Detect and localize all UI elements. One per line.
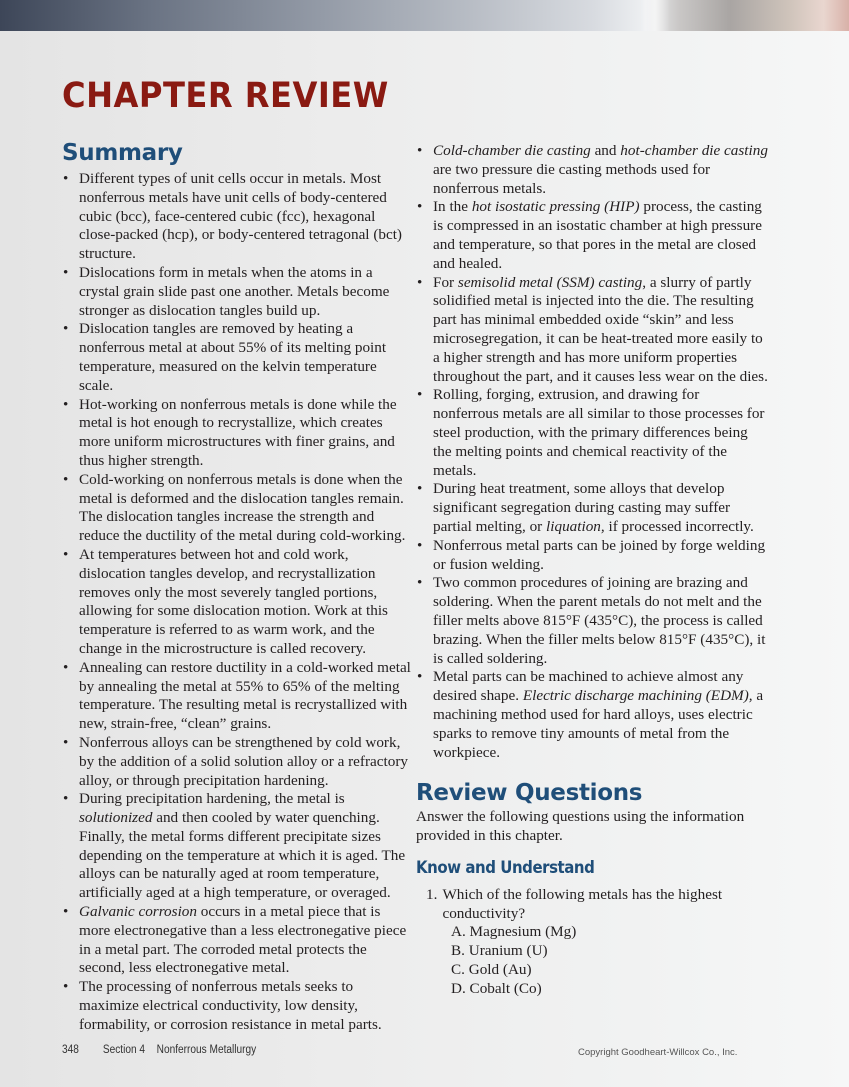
- summary-item: [416, 142, 768, 198]
- key-term: Electric discharge machining (EDM),: [522, 687, 753, 705]
- summary-item: [62, 734, 414, 790]
- item-text: Rolling, forging, extrusion, and drawing for nonferrous metals are all similar to those processes for steel production, with the primary differences being the melting points and chemical reactivity of the metals.: [433, 386, 765, 479]
- section-label: Section 4: [102, 1044, 146, 1056]
- item-text: Metal parts can be machined to achieve almost any desired shape.: [433, 668, 744, 705]
- item-text: For: [433, 273, 458, 291]
- option-a[interactable]: A. Magnesium (Mg): [451, 923, 577, 941]
- summary-item: [62, 903, 414, 978]
- page-number: 348: [62, 1044, 79, 1056]
- summary-item: [62, 396, 414, 471]
- item-text: if processed incorrectly.: [604, 517, 754, 535]
- item-text: Dislocations form in metals when the atoms in a crystal grain slide past one another. Metals become stronger as dislocation tangles build up.: [79, 263, 390, 319]
- question-number: 1.: [426, 885, 438, 903]
- summary-item: [62, 546, 414, 659]
- item-text: , a slurry of partly solidified metal is injected into the die. The resulting part has minimal embedded oxide “skin” and less microsegregation, it can be heat-treated more easily to a higher strength and has more uniform properties throughout the part, and it causes less wear on the dies.: [433, 273, 768, 385]
- item-text: Different types of unit cells occur in metals. Most nonferrous metals have unit cells of body-centered cubic (bcc), face-centered cubic (fcc), hexagonal close-packed (hcp), or body-centered tetragonal (bct) structure.: [79, 170, 402, 263]
- summary-item: [416, 386, 768, 480]
- item-text: Nonferrous metal parts can be joined by forge welding or fusion welding.: [433, 536, 766, 573]
- right-column: [416, 142, 768, 999]
- option-d[interactable]: D. Cobalt (Co): [451, 979, 542, 997]
- question-text: Which of the following metals has the highest conductivity?: [442, 885, 723, 922]
- summary-item: [62, 790, 414, 903]
- key-term: Cold-chamber die casting: [433, 142, 591, 159]
- key-term: Galvanic corrosion: [79, 903, 197, 921]
- item-text: Dislocation tangles are removed by heating a nonferrous metal at about 55% of its melting point temperature, measured on the kelvin temperature scale.: [79, 320, 387, 394]
- key-term: solutionized: [79, 809, 153, 827]
- item-text: During heat treatment, some alloys that develop significant segregation during casting may suffer partial melting, or: [433, 480, 731, 535]
- item-text: Two common procedures of joining are brazing and soldering. When the parent metals do not melt and the filler melts above 815°F (435°C), the process is called brazing. When the filler melts below 815°F (435°C), it is called soldering.: [433, 574, 766, 667]
- chapter-title: CHAPTER REVIEW: [62, 76, 389, 116]
- summary-item: [416, 198, 768, 273]
- item-text: Annealing can restore ductility in a cold-worked metal by annealing the metal at 55% to 65% of the melting temperature. The resulting metal is recrystallized with new, strain-free, “clean” grains.: [79, 658, 411, 733]
- item-text: process, the casting is compressed in an isostatic chamber at high pressure and temperature, so that pores in the metal are closed and healed.: [433, 198, 762, 272]
- summary-item: [62, 320, 414, 395]
- summary-heading: Summary: [62, 140, 183, 166]
- item-text: are two pressure die casting methods used for nonferrous metals.: [433, 160, 711, 197]
- item-text: Hot-working on nonferrous metals is done while the metal is hot enough to recrystallize, which creates more uniform microstructures with finer grains, and thus higher strength.: [79, 395, 397, 469]
- summary-item: [62, 170, 414, 264]
- key-term: liquation,: [546, 517, 605, 535]
- copyright: Copyright Goodheart-Willcox Co., Inc.: [578, 1047, 738, 1058]
- item-text: During precipitation hardening, the metal is: [79, 790, 345, 808]
- key-term: hot-chamber die casting: [620, 142, 768, 159]
- summary-item: [416, 574, 768, 668]
- summary-list-continued: [416, 142, 768, 762]
- left-column: [62, 140, 414, 1035]
- header-banner: [0, 0, 849, 31]
- summary-item: [416, 537, 768, 575]
- option-c[interactable]: C. Gold (Au): [451, 961, 532, 979]
- key-term: hot isostatic pressing (HIP): [471, 198, 640, 216]
- item-text: Nonferrous alloys can be strengthened by cold work, by the addition of a solid solution alloy or a refractory alloy, or through precipitation hardening.: [79, 733, 408, 789]
- summary-item: [416, 480, 768, 536]
- question-1: [416, 886, 768, 999]
- option-b[interactable]: B. Uranium (U): [451, 942, 548, 960]
- item-text: and then cooled by water quenching. Finally, the metal forms different precipitate sizes depending on the temperature at which it is aged. The alloys can be naturally aged at room temperature, artificially aged at a high temperature, or overaged.: [79, 809, 406, 902]
- key-term: semisolid metal (SSM) casting: [457, 273, 643, 291]
- review-questions-heading: Review Questions: [416, 780, 643, 807]
- summary-item: [62, 264, 414, 320]
- section-title: Nonferrous Metallurgy: [156, 1044, 257, 1056]
- item-text: In the: [433, 198, 472, 216]
- item-text: Cold-working on nonferrous metals is done when the metal is deformed and the dislocation tangles remain. The dislocation tangles increase the strength and reduce the ductility of the metal during cold-working.: [79, 470, 406, 545]
- summary-item: [62, 659, 414, 734]
- review-intro: Answer the following questions using the information provided in this chapter.: [416, 808, 745, 845]
- item-text: occurs in a metal piece that is more electronegative than a less electronegative piece in a metal part. The corroded metal protects the second, less electronegative metal.: [79, 903, 407, 977]
- know-understand-heading: Know and Understand: [416, 857, 595, 878]
- question-options: [426, 923, 768, 998]
- item-text: a machining method used for hard alloys, uses electric sparks to remove tiny amounts of metal from the workpiece.: [433, 687, 764, 761]
- item-text: The processing of nonferrous metals seeks to maximize electrical conductivity, low density, formability, or corrosion resistance in metal parts.: [79, 978, 382, 1033]
- summary-item: [62, 978, 414, 1034]
- summary-item: [416, 668, 768, 762]
- summary-item: [416, 274, 768, 387]
- item-text: At temperatures between hot and cold work, dislocation tangles develop, and recrystallization removes only the most severely tangled portions, allowing for some dislocation motion. Work at this temperature is referred to as warm work, and the change in the microstructure is called recovery.: [79, 545, 388, 657]
- item-text: and: [590, 142, 621, 159]
- summary-list: [62, 170, 414, 1035]
- banner-highlight: [640, 0, 670, 31]
- page-footer: [62, 1044, 256, 1056]
- summary-item: [62, 471, 414, 546]
